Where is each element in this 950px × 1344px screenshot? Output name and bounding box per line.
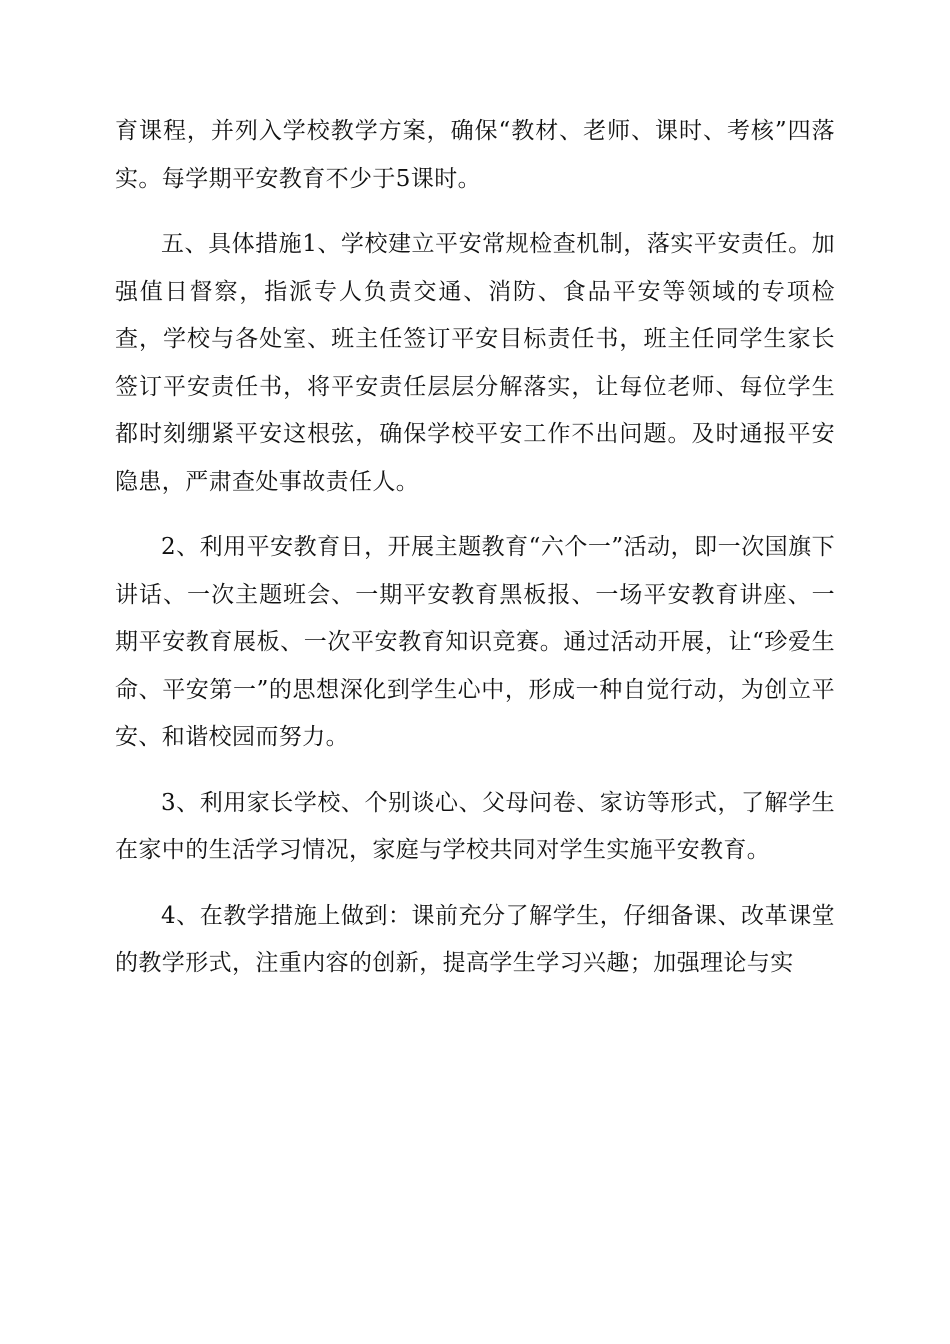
paragraph-parent-school: 3、利用家长学校、个别谈心、父母问卷、家访等形式，了解学生在家中的生活学习情况，家庭与学校共同对学生实施平安教育。 [115,789,835,863]
paragraph-safety-education-day: 2、利用平安教育日，开展主题教育“六个一”活动，即一次国旗下讲话、一次主题班会、一期平安教育黑板报、一场平安教育讲座、一期平安教育展板、一次平安教育知识竞赛。通过活动开展，让“珍爱生命、平安第一”的思想深化到学生心中，形成一种自觉行动，为创立平安、和谐校园而努力。 [115,534,835,750]
paragraph-teaching-measures: 4、在教学措施上做到：课前充分了解学生，仔细备课、改革课堂的教学形式，注重内容的创新，提高学生学习兴趣；加强理论与实 [115,902,835,976]
document-body [115,108,835,1006]
paragraph-specific-measures: 五、具体措施1、学校建立平安常规检查机制，落实平安责任。加强值日督察，指派专人负责交通、消防、食品平安等领域的专项检查，学校与各处室、班主任签订平安目标责任书，班主任同学生家长签订平安责任书，将平安责任层层分解落实，让每位老师、每位学生都时刻绷紧平安这根弦，确保学校平安工作不出问题。及时通报平安隐患，严肃查处事故责任人。 [115,231,835,495]
paragraph-continuation: 育课程，并列入学校教学方案，确保“教材、老师、课时、考核”四落实。每学期平安教育不少于5课时。 [115,118,835,192]
